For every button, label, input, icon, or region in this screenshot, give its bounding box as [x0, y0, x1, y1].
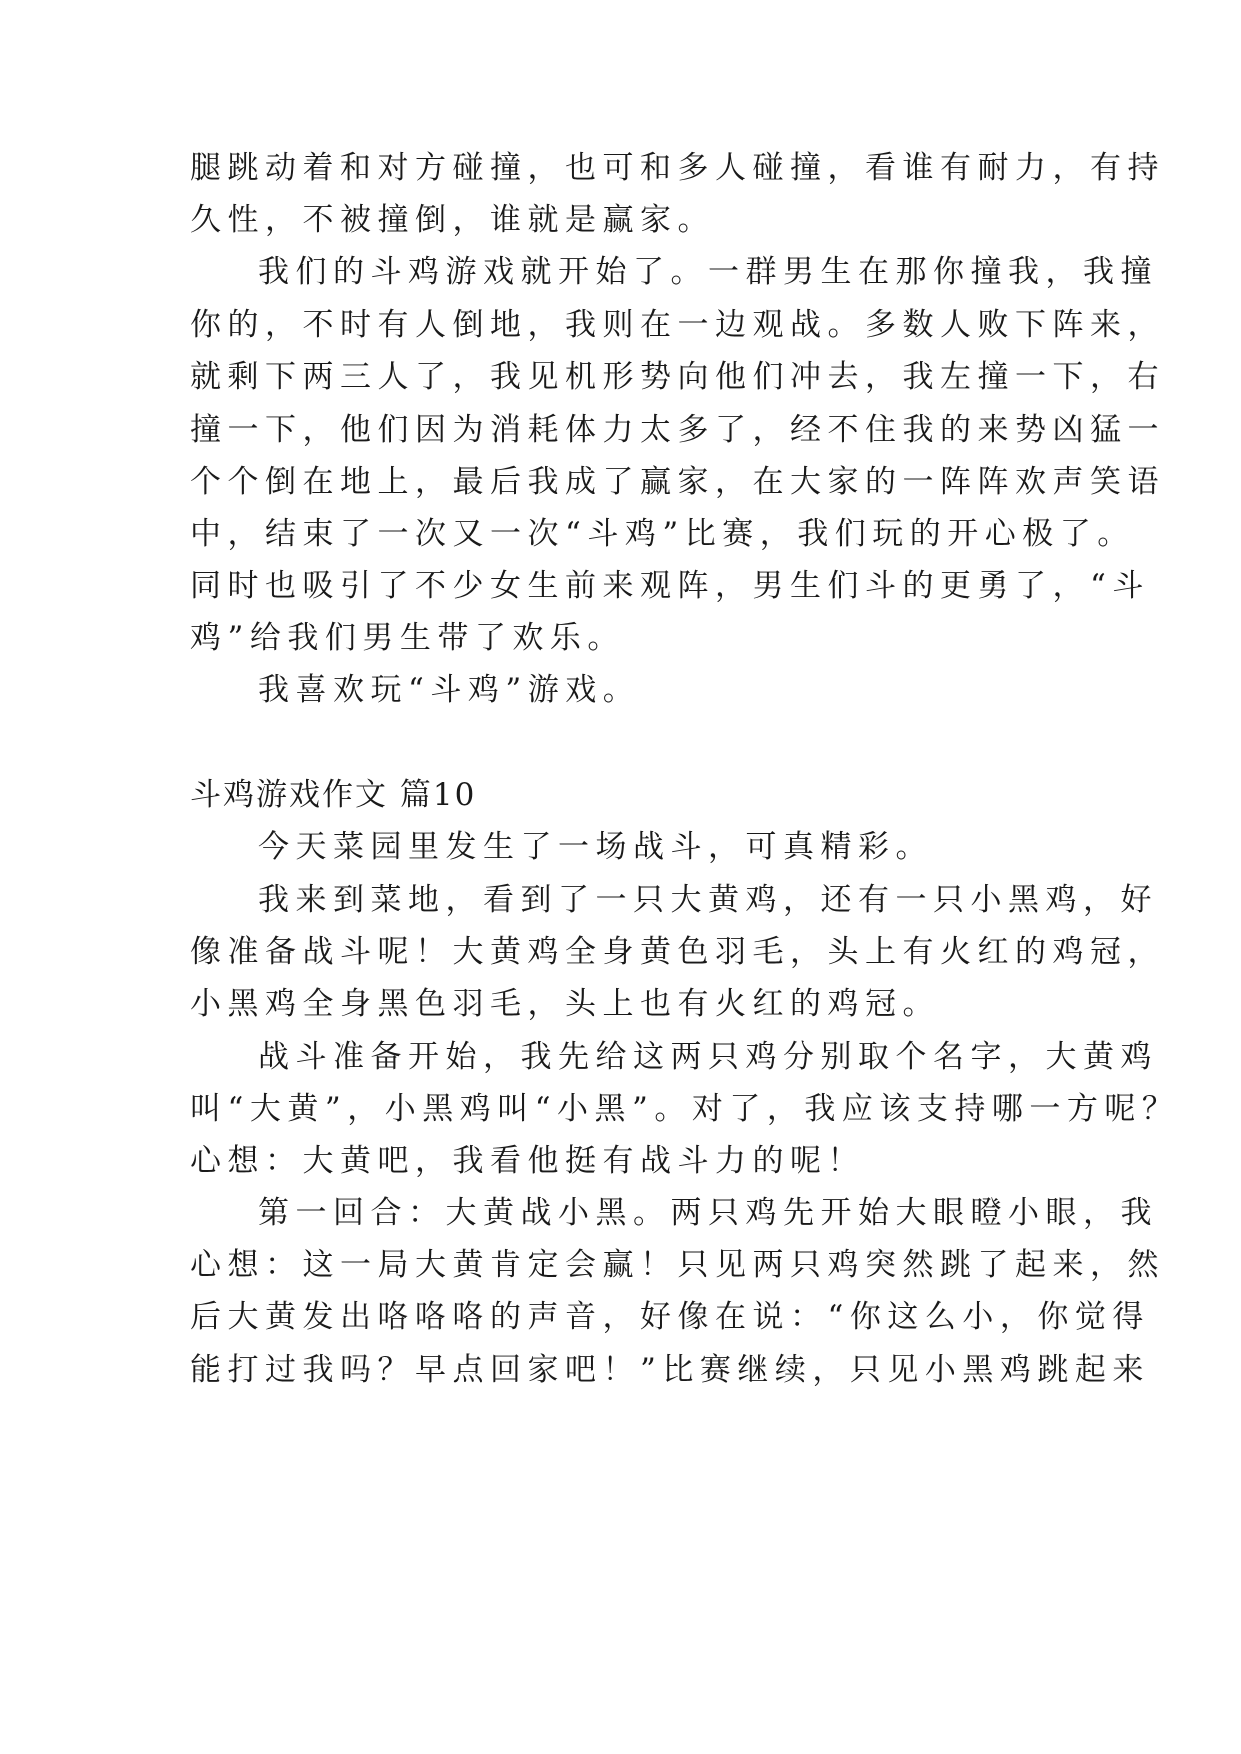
text-line: 腿跳动着和对方碰撞，也可和多人碰撞，看谁有耐力，有持 [190, 150, 1165, 186]
text-line: 我喜欢玩“斗鸡”游戏。 [258, 672, 641, 708]
text-line: 战斗准备开始，我先给这两只鸡分别取个名字，大黄鸡 [258, 1039, 1158, 1075]
text-line: 心想：这一局大黄肯定会赢！只见两只鸡突然跳了起来，然 [190, 1247, 1165, 1283]
text-line: 第一回合：大黄战小黑。两只鸡先开始大眼瞪小眼，我 [258, 1195, 1158, 1231]
text-line: 你的，不时有人倒地，我则在一边观战。多数人败下阵来， [190, 307, 1165, 343]
text-line: 后大黄发出咯咯咯的声音，好像在说：“你这么小，你觉得 [190, 1299, 1150, 1335]
text-line: 鸡”给我们男生带了欢乐。 [190, 620, 625, 656]
text-line: 今天菜园里发生了一场战斗，可真精彩。 [258, 829, 933, 865]
text-line: 同时也吸引了不少女生前来观阵，男生们斗的更勇了，“斗 [190, 568, 1150, 604]
text-line: 小黑鸡全身黑色羽毛，头上也有火红的鸡冠。 [190, 986, 940, 1022]
section-heading: 斗鸡游戏作文 篇10 [190, 777, 477, 813]
text-line: 个个倒在地上，最后我成了赢家，在大家的一阵阵欢声笑语 [190, 464, 1165, 500]
text-line: 撞一下，他们因为消耗体力太多了，经不住我的来势凶猛一 [190, 412, 1165, 448]
text-line: 像准备战斗呢！大黄鸡全身黄色羽毛，头上有火红的鸡冠， [190, 934, 1165, 970]
text-line: 中，结束了一次又一次“斗鸡”比赛，我们玩的开心极了。 [190, 516, 1135, 552]
text-line: 能打过我吗？早点回家吧！”比赛继续，只见小黑鸡跳起来 [190, 1352, 1150, 1388]
text-line: 心想：大黄吧，我看他挺有战斗力的呢！ [190, 1143, 865, 1179]
text-line: 久性，不被撞倒，谁就是赢家。 [190, 202, 715, 238]
text-line: 我们的斗鸡游戏就开始了。一群男生在那你撞我，我撞 [258, 254, 1158, 290]
text-line: 就剩下两三人了，我见机形势向他们冲去，我左撞一下，右 [190, 359, 1165, 395]
text-line: 叫“大黄”，小黑鸡叫“小黑”。对了，我应该支持哪一方呢？ [190, 1091, 1180, 1127]
text-line: 我来到菜地，看到了一只大黄鸡，还有一只小黑鸡，好 [258, 882, 1158, 918]
